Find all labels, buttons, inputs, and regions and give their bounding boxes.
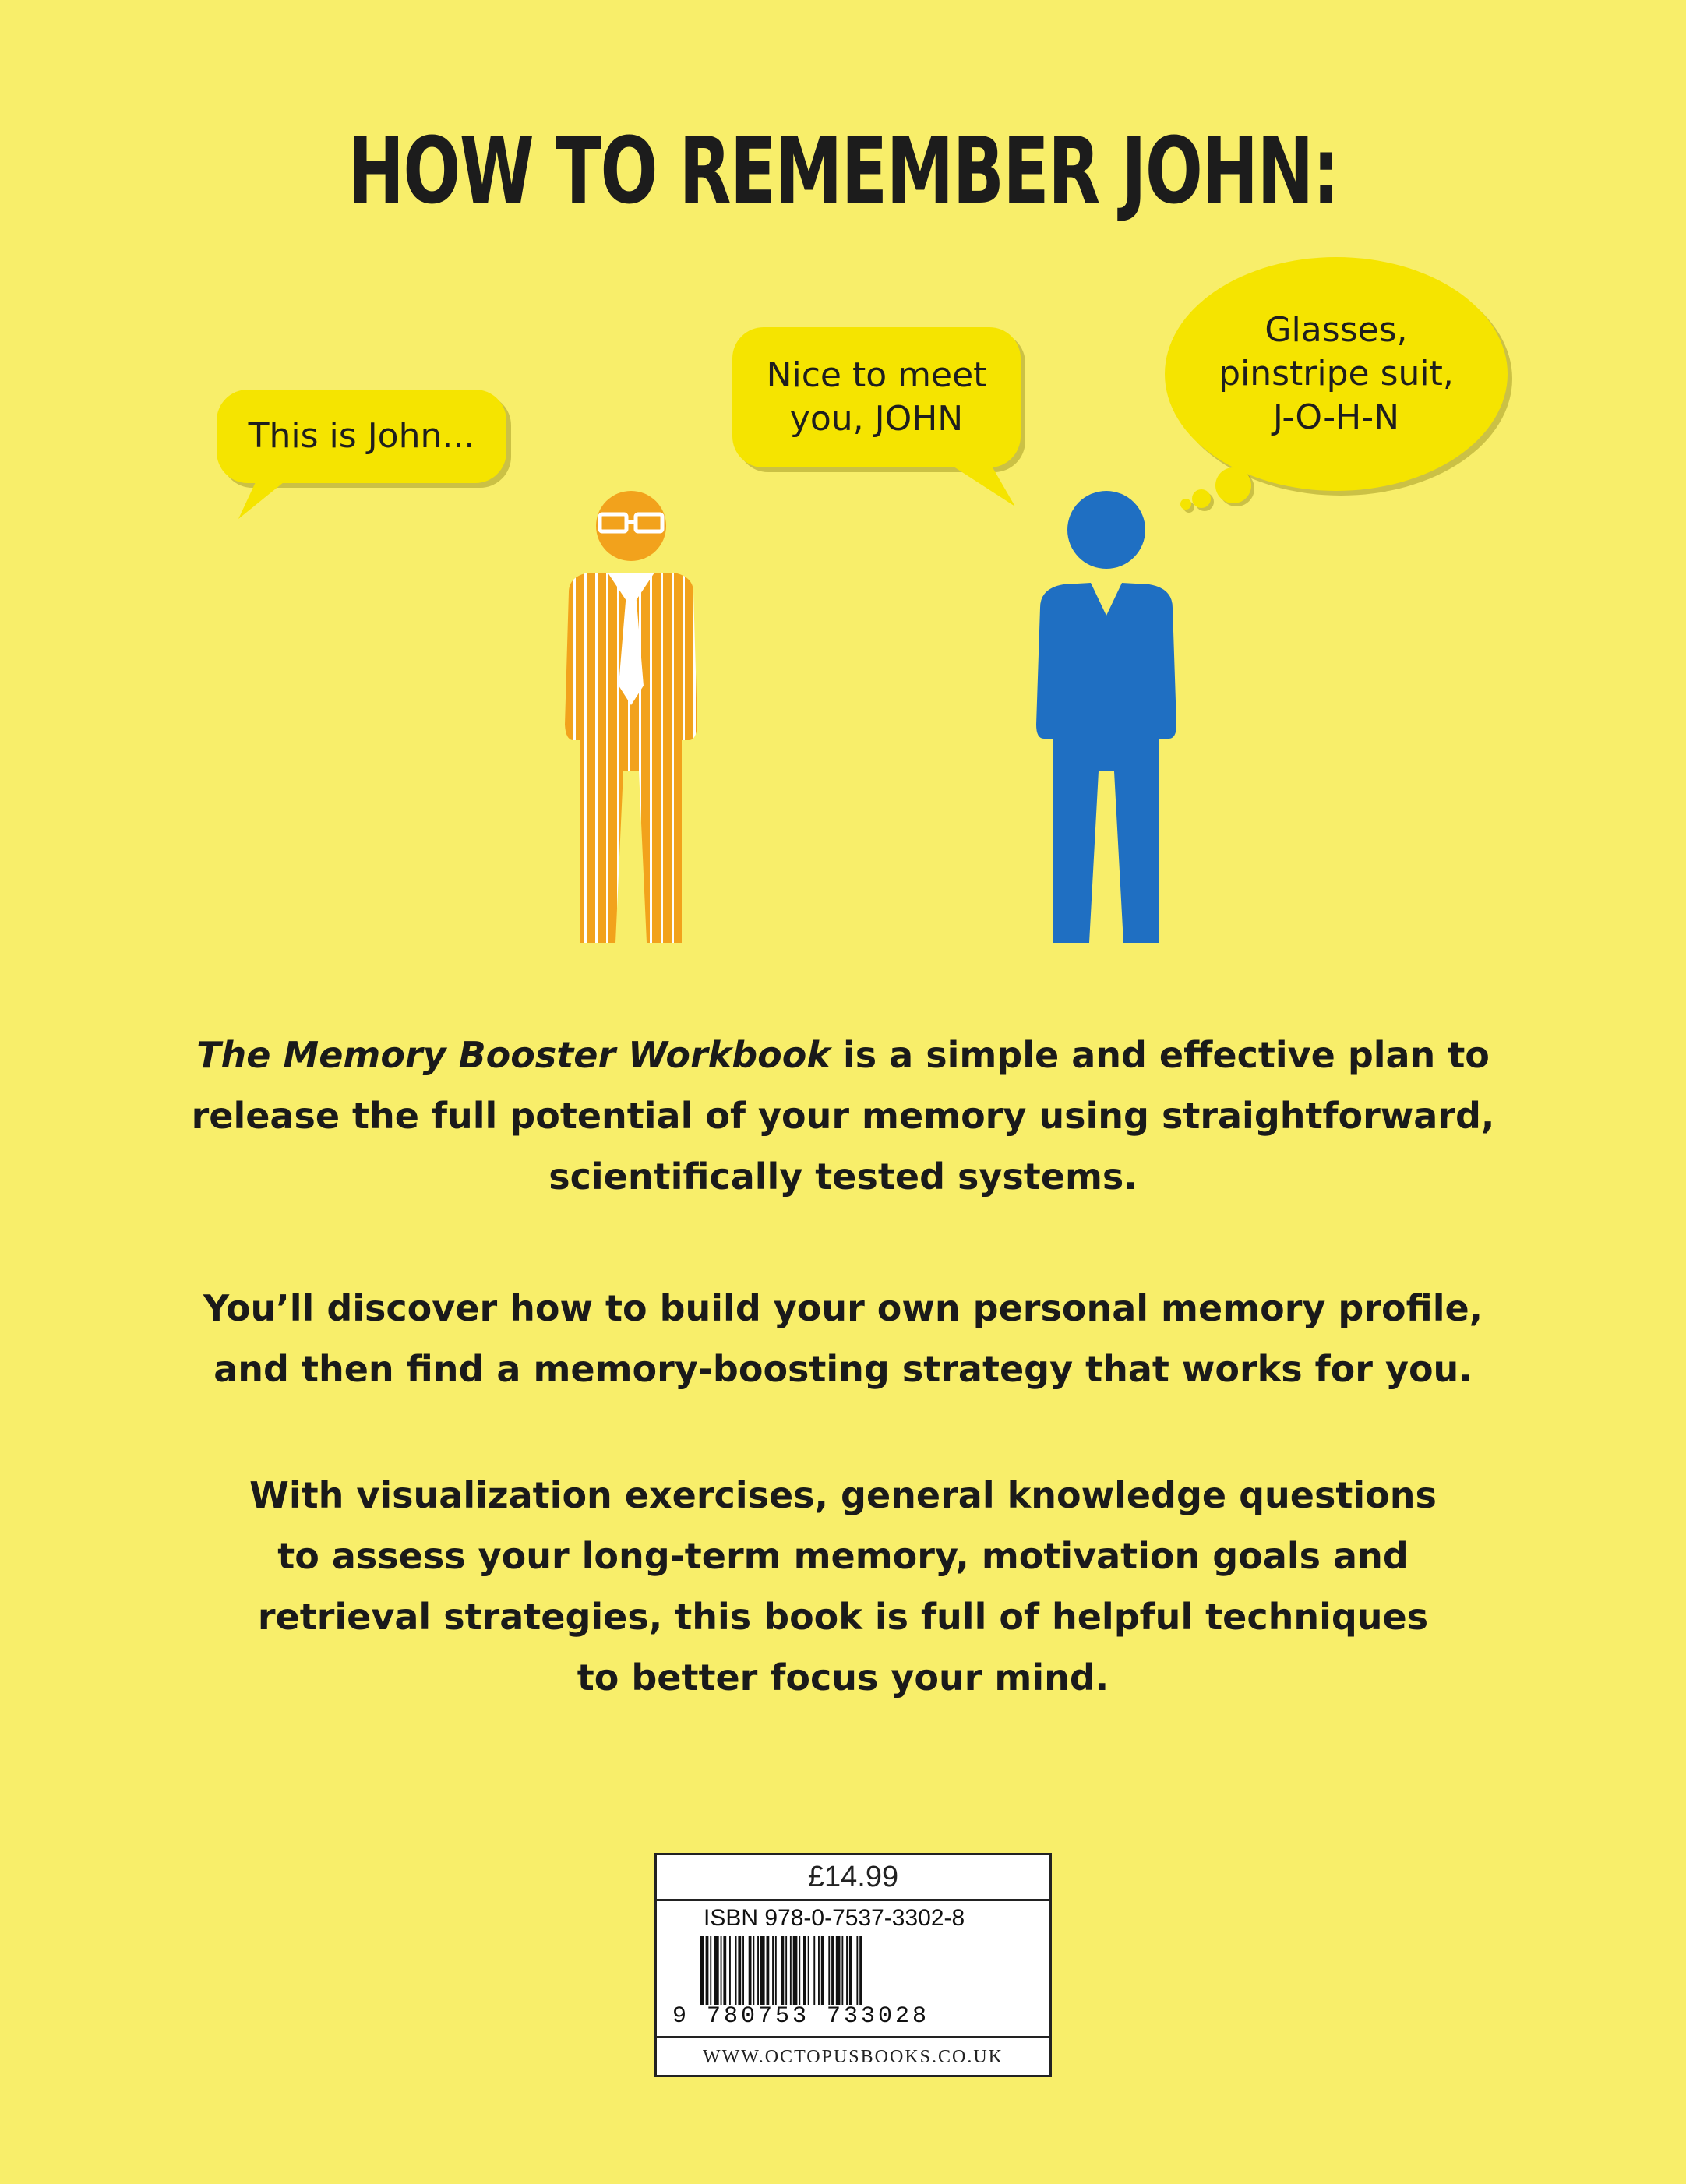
thought-dot (1215, 467, 1251, 503)
speech-bubble-text: This is John... (248, 416, 475, 456)
isbn-label: ISBN 978-0-7537-3302-8 (704, 1905, 965, 1931)
text-line: With visualization exercises, general knowledge questions (249, 1474, 1437, 1516)
text-line: to better focus your mind. (577, 1657, 1109, 1699)
barcode-icon (700, 1936, 1019, 2005)
thought-bubble-line: J-O-H-N (1272, 397, 1400, 437)
person-figure-icon (1005, 491, 1208, 951)
barcode-box (654, 1853, 1052, 2077)
speech-bubble-line: you, JOHN (789, 399, 964, 439)
text-line: release the full potential of your memory using straightforward, (191, 1095, 1495, 1137)
text-line: You’ll discover how to build your own personal memory profile, (203, 1287, 1483, 1329)
headline: HOW TO REMEMBER JOHN: (347, 117, 1339, 224)
thought-bubble (1165, 257, 1508, 491)
text-line: scientifically tested systems. (548, 1156, 1138, 1198)
text-line: is a simple and effective plan to (830, 1034, 1490, 1076)
text-line: retrieval strategies, this book is full of helpful techniques (257, 1596, 1429, 1638)
speech-bubble-tail (940, 458, 1015, 506)
thought-bubble-line: Glasses, (1264, 310, 1408, 350)
description-paragraph-3 (0, 1465, 1686, 1708)
description-paragraph-1 (0, 1025, 1686, 1207)
text-line: and then find a memory-boosting strategy that works for you. (213, 1348, 1473, 1390)
barcode-digits: 9 780753 733028 (672, 2003, 930, 2030)
book-title: The Memory Booster Workbook (196, 1034, 831, 1076)
speech-bubble-line: Nice to meet (766, 355, 987, 395)
thought-bubble-line: pinstripe suit, (1219, 354, 1454, 393)
john-figure-icon (522, 491, 740, 951)
speech-bubble-this-is-john (217, 390, 506, 483)
price-label: £14.99 (657, 1855, 1049, 1901)
publisher-url: WWW.OCTOPUSBOOKS.CO.UK (657, 2036, 1049, 2077)
text-line: to assess your long-term memory, motivation goals and (277, 1535, 1409, 1577)
speech-bubble-nice-to-meet (732, 327, 1021, 467)
description-paragraph-2 (0, 1278, 1686, 1399)
